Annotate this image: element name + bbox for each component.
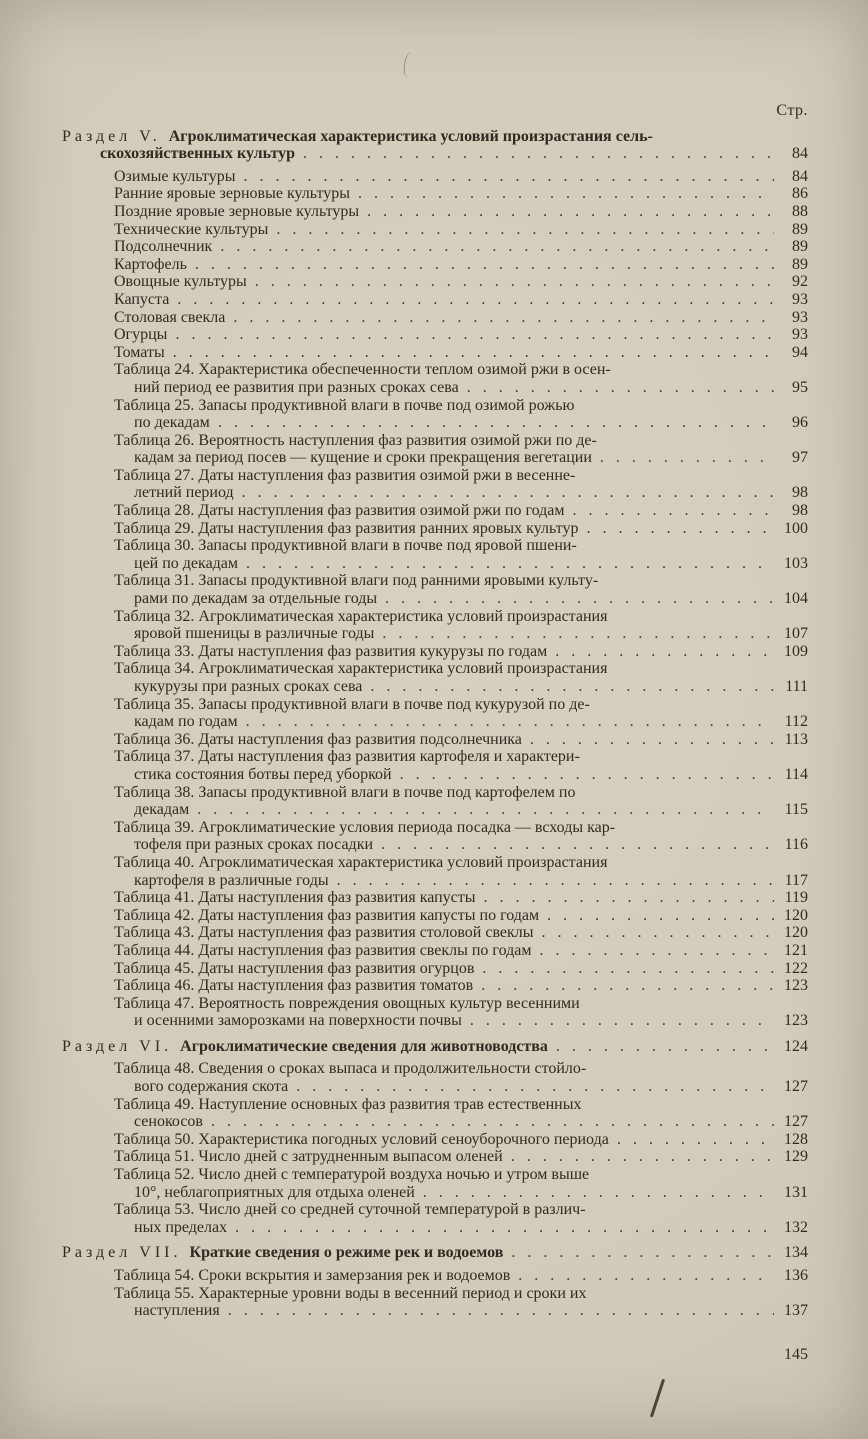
toc-text: Таблица 52. Число дней с температурой воздуха ночью и утром выше (114, 1166, 590, 1184)
toc-page-number: 122 (784, 959, 808, 977)
toc-line (62, 889, 808, 907)
toc-text: Таблица 35. Запасы продуктивной влаги в почве под кукурузой по де- (114, 695, 590, 713)
toc-entry-row (62, 256, 808, 274)
toc-page-number: 92 (792, 273, 808, 291)
toc-text: Таблица 49. Наступление основных фаз развития трав естественных (114, 1095, 582, 1113)
toc-line (62, 766, 808, 784)
toc-text: Таблица 26. Вероятность наступления фаз развития озимой ржи по де- (114, 431, 597, 449)
toc-text: Таблица 47. Вероятность повреждения овощных культур весенними (114, 994, 580, 1012)
toc-page-number: 132 (784, 1218, 808, 1236)
dot-leader (415, 1184, 774, 1202)
toc-entry-row (62, 291, 808, 309)
toc-line (62, 907, 808, 925)
toc-text: кадам по годам (134, 713, 238, 731)
toc-page-number: 117 (784, 871, 808, 889)
toc-page-number: 97 (792, 449, 808, 467)
toc-text: Поздние яровые зерновые культуры (114, 202, 360, 220)
toc-line (62, 168, 808, 186)
toc-line (62, 960, 808, 978)
toc-page-number: 103 (784, 554, 808, 572)
toc-line (62, 713, 808, 731)
toc-text (62, 1244, 503, 1262)
toc-text: Таблица 36. Даты наступления фаз развития подсолнечника (114, 730, 522, 748)
toc-text: Таблица 53. Число дней со средней суточной температурой в различ- (114, 1201, 586, 1219)
toc-page-number: 86 (792, 185, 808, 203)
toc-page-number: 124 (784, 1037, 808, 1055)
toc-entry-row (62, 960, 808, 978)
section-title: Краткие сведения о режиме рек и водоемов (189, 1244, 504, 1262)
page-number-footer: 145 (784, 1345, 808, 1363)
toc-entry-row (62, 1131, 808, 1149)
dot-leader (247, 273, 774, 291)
toc-text: Таблица 37. Даты наступления фаз развития картофеля и характери- (114, 748, 580, 766)
toc-line (62, 185, 808, 203)
toc-entry-row (62, 1166, 808, 1201)
toc-entry-row (62, 432, 808, 467)
toc-line (62, 1302, 808, 1320)
toc-entry-row (62, 221, 808, 239)
toc-line (62, 256, 808, 274)
toc-line (62, 128, 808, 146)
toc-entry-row (62, 238, 808, 256)
toc-line (62, 1113, 808, 1131)
dot-leader (474, 960, 774, 978)
dot-leader (238, 713, 774, 731)
toc-entry-row (62, 502, 808, 520)
toc-line (62, 1038, 808, 1056)
dot-leader (547, 643, 774, 661)
toc-line (62, 502, 808, 520)
toc-page-number: 129 (784, 1148, 808, 1166)
toc-text: Озимые культуры (114, 167, 236, 185)
toc-page-number: 89 (792, 238, 808, 256)
toc-text: Таблица 25. Запасы продуктивной влаги в почве под озимой рожью (114, 396, 575, 414)
dot-leader (362, 678, 774, 696)
toc-text (62, 128, 653, 145)
dot-leader (503, 1244, 774, 1262)
toc-entry-row (62, 520, 808, 538)
toc-page-number: 120 (784, 924, 808, 942)
toc-text: Таблица 48. Сведения о сроках выпаса и продолжительности стойло- (114, 1060, 587, 1078)
dot-leader (268, 221, 774, 239)
toc-text: Ранние яровые зерновые культуры (114, 185, 350, 203)
toc-page-number: 134 (784, 1244, 808, 1262)
toc-line (62, 326, 808, 344)
dot-leader (374, 625, 774, 643)
toc-entry-row (62, 696, 808, 731)
toc-entry-row (62, 326, 808, 344)
dot-leader (227, 1219, 774, 1237)
toc-text: Столовая свекла (114, 308, 226, 326)
dot-leader (295, 145, 774, 163)
toc-text: Таблица 29. Даты наступления фаз развития ранних яровых культур (114, 519, 579, 537)
toc-text: яровой пшеницы в различные годы (134, 625, 375, 643)
dot-leader (548, 1038, 774, 1056)
toc-text: Овощные культуры (114, 273, 247, 291)
dot-leader (187, 256, 774, 274)
dot-leader (203, 1113, 774, 1131)
toc-page-number: 111 (785, 678, 808, 695)
dot-leader (522, 731, 774, 749)
toc-line (62, 924, 808, 942)
section-title: Агроклиматическая характеристика условий произрастания сель- (168, 127, 653, 145)
toc-text: Технические культуры (114, 220, 269, 238)
dot-leader (220, 1302, 774, 1320)
toc-line (62, 748, 808, 766)
dot-leader (165, 344, 774, 362)
toc-page-number: 89 (792, 255, 808, 273)
toc-line (62, 995, 808, 1013)
toc-page-number: 107 (784, 625, 808, 643)
toc-text: и осенними заморозками на поверхности почвы (134, 1012, 462, 1030)
toc-text: Таблица 38. Запасы продуктивной влаги в почве под картофелем по (114, 783, 576, 801)
toc-line (62, 608, 808, 626)
toc-line (62, 572, 808, 590)
toc-line (62, 696, 808, 714)
toc-entry-row (62, 907, 808, 925)
toc-line (62, 1012, 808, 1030)
section-label: Раздел VII. (62, 1244, 190, 1262)
toc-text: Таблица 50. Характеристика погодных условий сеноуборочного периода (114, 1130, 609, 1148)
dot-leader (169, 291, 774, 309)
toc-text: Таблица 55. Характерные уровни воды в весенний период и сроки их (114, 1284, 587, 1302)
toc-page-number: 109 (784, 642, 808, 660)
toc-page-number: 84 (792, 145, 808, 163)
dot-leader (578, 520, 774, 538)
toc-line (62, 344, 808, 362)
toc-page-number: 93 (792, 326, 808, 344)
dot-leader (235, 168, 774, 186)
section-title: Агроклиматические сведения для животноводства (180, 1037, 548, 1055)
toc-entry-row (62, 731, 808, 749)
toc-page-number: 114 (784, 765, 808, 783)
toc-entry-row (62, 1285, 808, 1320)
toc-text: Таблица 45. Даты наступления фаз развития огурцов (114, 959, 475, 977)
page-column-header: Стр. (776, 102, 808, 119)
toc-text: Таблица 28. Даты наступления фаз развития озимой ржи по годам (114, 502, 565, 520)
toc-text: Таблица 30. Запасы продуктивной влаги в почве под яровой пшени- (114, 537, 577, 555)
toc-line (62, 942, 808, 960)
toc-text: тофеля при разных сроках посадки (134, 836, 374, 854)
section-title: скохозяйственных культур (100, 145, 296, 163)
toc-line (62, 537, 808, 555)
toc-entry-row (62, 608, 808, 643)
toc-text: Таблица 33. Даты наступления фаз развития кукурузы по годам (114, 642, 548, 660)
toc-line (62, 449, 808, 467)
toc-entry-row (62, 854, 808, 889)
toc-line (62, 660, 808, 678)
toc-text: летний период (134, 484, 234, 502)
toc-line (62, 1219, 808, 1237)
toc-entry-row (62, 924, 808, 942)
toc-page-number: 100 (784, 519, 808, 537)
toc-text: Подсолнечник (114, 238, 213, 256)
toc-line (62, 1166, 808, 1184)
toc-entry-row (62, 819, 808, 854)
toc-text: Таблица 39. Агроклиматические условия периода посадка — всходы кар- (114, 818, 616, 836)
dot-leader (210, 414, 774, 432)
toc-entry-row (62, 1096, 808, 1131)
toc-entry-row (62, 889, 808, 907)
toc-page-number: 116 (784, 836, 808, 854)
toc-text: кадам за период посев — кущение и сроки прекращения вегетации (134, 449, 592, 467)
dot-leader (534, 924, 774, 942)
dot-leader (392, 766, 774, 784)
toc-entry-row (62, 203, 808, 221)
toc-section-row (62, 1244, 808, 1262)
toc-line (62, 273, 808, 291)
toc-line (62, 1131, 808, 1149)
scan-artifact-slash (650, 1379, 665, 1418)
toc-line (62, 414, 808, 432)
toc-page-number: 136 (784, 1267, 808, 1284)
toc-entry-row (62, 537, 808, 572)
toc-text: картофеля в различные годы (134, 871, 329, 889)
toc-text: кукурузы при разных сроках сева (134, 678, 363, 695)
toc-line (62, 801, 808, 819)
toc-entry-row (62, 397, 808, 432)
toc-line (62, 397, 808, 415)
dot-leader (373, 836, 774, 854)
toc-page-number: 104 (784, 590, 808, 608)
toc-text: Таблица 42. Даты наступления фаз развития капусты по годам (114, 906, 540, 924)
section-label: Раздел V. (62, 127, 169, 145)
toc-page-number: 128 (784, 1130, 808, 1148)
toc-page-number: 120 (784, 906, 808, 924)
toc-page-number: 88 (792, 202, 808, 220)
toc-text: рами по декадам за отдельные годы (134, 590, 378, 608)
toc-text: Таблица 44. Даты наступления фаз развития свеклы по годам (114, 941, 532, 959)
toc-line (62, 819, 808, 837)
toc-section-row (62, 128, 808, 163)
toc-line (62, 872, 808, 890)
dot-leader (473, 977, 774, 995)
dot-leader (350, 185, 774, 203)
toc-text (100, 145, 295, 163)
toc-line (62, 291, 808, 309)
toc-line (62, 590, 808, 608)
toc-entry-row (62, 748, 808, 783)
toc-entry-row (62, 1148, 808, 1166)
toc-entry-row (62, 572, 808, 607)
toc-line (62, 643, 808, 661)
section-label: Раздел VI. (62, 1037, 181, 1055)
dot-leader (503, 1148, 774, 1166)
dot-leader (462, 1012, 774, 1030)
toc-line (62, 361, 808, 379)
toc-line (62, 221, 808, 239)
toc-text: Таблица 46. Даты наступления фаз развития томатов (114, 977, 474, 995)
dot-leader (329, 872, 774, 890)
toc-line (62, 1201, 808, 1219)
toc-line (62, 1078, 808, 1096)
toc-text: Таблица 27. Даты наступления фаз развития озимой ржи в весенне- (114, 466, 576, 484)
dot-leader (565, 502, 774, 520)
toc-page-number: 89 (792, 220, 808, 238)
toc-line (62, 854, 808, 872)
toc-text: по декадам (134, 414, 210, 432)
toc-entry-row (62, 344, 808, 362)
toc-entry-row (62, 361, 808, 396)
toc-page-number: 137 (784, 1302, 808, 1320)
dot-leader (234, 484, 774, 502)
dot-leader (532, 942, 775, 960)
toc-page-number: 113 (784, 730, 808, 748)
toc-text: Картофель (114, 255, 187, 273)
toc-page-number: 84 (792, 167, 808, 185)
toc-text: Таблица 24. Характеристика обеспеченности теплом озимой ржи в осен- (114, 361, 611, 379)
toc-text: Таблица 40. Агроклиматическая характеристика условий произрастания (114, 853, 608, 871)
dot-leader (212, 238, 774, 256)
toc-entry-row (62, 273, 808, 291)
toc-page-number: 123 (784, 1012, 808, 1030)
toc-line (62, 555, 808, 573)
toc-entry-row (62, 643, 808, 661)
toc-text (62, 1038, 548, 1056)
dot-leader (510, 1267, 774, 1285)
toc-page-number: 121 (784, 941, 808, 959)
toc-line (62, 484, 808, 502)
toc-entry-row (62, 1267, 808, 1285)
toc-text: Таблица 34. Агроклиматическая характеристика условий произрастания (114, 660, 608, 678)
scan-artifact-curve (402, 51, 417, 78)
toc-text: Огурцы (114, 326, 168, 344)
dot-leader (189, 801, 774, 819)
toc-page-number: 98 (792, 484, 808, 502)
toc-page-number: 98 (792, 502, 808, 520)
toc-line (62, 145, 808, 163)
toc-text: наступления (134, 1302, 220, 1320)
toc-page-number: 127 (784, 1078, 808, 1096)
toc-page-number: 93 (792, 290, 808, 308)
toc-entry-row (62, 942, 808, 960)
toc-line (62, 678, 808, 696)
toc-text: Таблица 54. Сроки вскрытия и замерзания рек и водоемов (114, 1267, 511, 1284)
dot-leader (592, 449, 774, 467)
toc-page-number: 95 (792, 378, 808, 396)
toc-text: Таблица 51. Число дней с затрудненным выпасом оленей (114, 1148, 503, 1166)
toc-line (62, 1244, 808, 1262)
dot-leader (238, 555, 774, 573)
toc-line (62, 238, 808, 256)
toc-entry-row (62, 784, 808, 819)
toc-text: Таблица 41. Даты наступления фаз развития капусты (114, 889, 476, 907)
toc-text: сенокосов (134, 1113, 203, 1131)
dot-leader (609, 1131, 774, 1149)
toc-list (62, 128, 808, 1320)
toc-text: Таблица 31. Запасы продуктивной влаги под ранними яровыми культу- (114, 572, 599, 590)
toc-entry-row (62, 1060, 808, 1095)
toc-line (62, 836, 808, 854)
toc-line (62, 1285, 808, 1303)
toc-text: стика состояния ботвы перед уборкой (134, 765, 392, 783)
dot-leader (377, 590, 774, 608)
toc-page-number: 112 (784, 713, 808, 731)
toc-text: декадам (134, 801, 190, 819)
toc-text: ных пределах (134, 1218, 228, 1236)
toc-line (62, 467, 808, 485)
dot-leader (539, 907, 774, 925)
toc-line (62, 1060, 808, 1078)
toc-section-row (62, 1038, 808, 1056)
toc-page-number: 115 (784, 801, 808, 819)
dot-leader (476, 889, 774, 907)
toc-entry-row (62, 995, 808, 1030)
dot-leader (167, 326, 774, 344)
toc-text: Томаты (114, 343, 165, 361)
toc-text: Капуста (114, 290, 170, 308)
toc-line (62, 379, 808, 397)
toc-line (62, 432, 808, 450)
dot-leader (459, 379, 774, 397)
toc-line (62, 1148, 808, 1166)
toc-entry-row (62, 168, 808, 186)
toc-line (62, 625, 808, 643)
dot-leader (225, 309, 774, 327)
toc-text: цей по декадам (134, 554, 239, 572)
toc-page-number: 96 (792, 414, 808, 432)
toc-text: Таблица 32. Агроклиматическая характеристика условий произрастания (114, 607, 608, 625)
toc-line (62, 1267, 808, 1285)
toc-page-number: 93 (792, 308, 808, 326)
toc-content (62, 102, 808, 1363)
toc-page-number: 131 (784, 1183, 808, 1201)
toc-line (62, 784, 808, 802)
toc-page-number: 119 (784, 889, 808, 907)
toc-page-number: 94 (792, 343, 808, 361)
dot-leader (359, 203, 774, 221)
toc-page-number: 127 (784, 1113, 808, 1131)
toc-line (62, 977, 808, 995)
toc-line (62, 1096, 808, 1114)
toc-line (62, 731, 808, 749)
toc-entry-row (62, 660, 808, 695)
toc-line (62, 309, 808, 327)
toc-entry-row (62, 1201, 808, 1236)
toc-text: вого содержания скота (134, 1078, 289, 1096)
toc-line (62, 520, 808, 538)
dot-leader (288, 1078, 774, 1096)
toc-entry-row (62, 977, 808, 995)
toc-entry-row (62, 309, 808, 327)
toc-entry-row (62, 185, 808, 203)
toc-line (62, 203, 808, 221)
toc-text: ний период ее развития при разных сроках сева (134, 378, 459, 396)
toc-text: Таблица 43. Даты наступления фаз развития столовой свеклы (114, 924, 534, 942)
toc-line (62, 1184, 808, 1202)
toc-entry-row (62, 467, 808, 502)
toc-page-number: 123 (784, 977, 808, 995)
toc-text: 10°, неблагоприятных для отдыха оленей (134, 1183, 415, 1201)
